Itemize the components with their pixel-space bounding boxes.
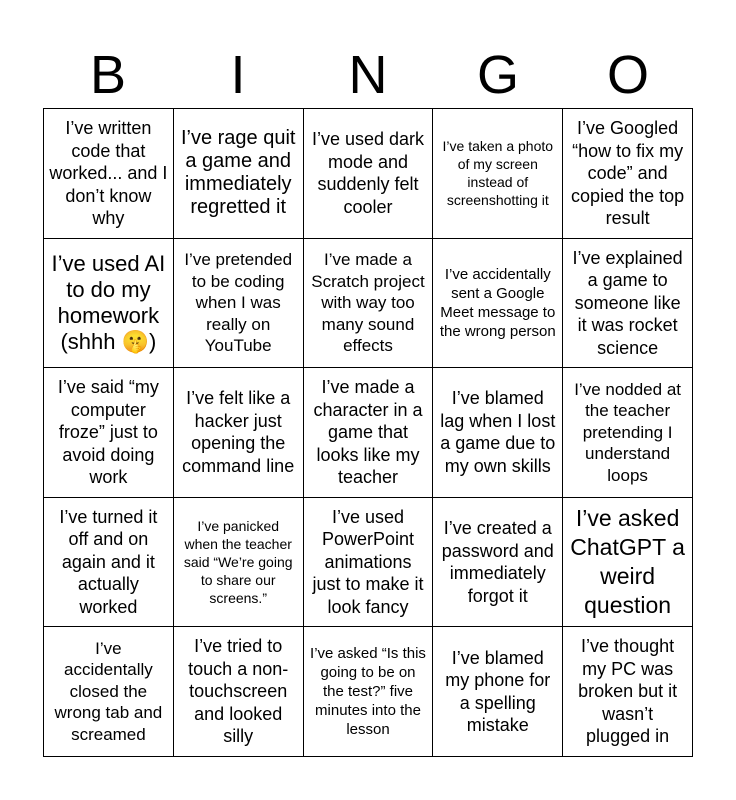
square-text: I’ve asked ChatGPT a weird question <box>570 505 685 619</box>
square-text: I’ve nodded at the teacher pretending I understand loops <box>574 379 681 485</box>
bingo-square[interactable] <box>563 239 693 369</box>
bingo-square[interactable] <box>433 239 563 369</box>
square-text: I’ve used AI to do my homework (shhh 🤫) <box>51 250 166 354</box>
square-text: I’ve tried to touch a non-touchscreen and looked silly <box>188 636 289 747</box>
bingo-square[interactable] <box>174 239 304 369</box>
square-text: I’ve rage quit a game and immediately regretted it <box>180 127 296 219</box>
square-text: I’ve created a password and immediately forgot it <box>441 518 554 606</box>
square-text: I’ve made a Scratch project with way too many sound effects <box>311 250 425 356</box>
bingo-square[interactable] <box>174 498 304 628</box>
header-letter-i: I <box>230 45 246 105</box>
bingo-square[interactable] <box>433 368 563 498</box>
bingo-square[interactable] <box>563 627 693 757</box>
bingo-square[interactable] <box>304 368 434 498</box>
bingo-grid <box>43 108 693 757</box>
bingo-square[interactable] <box>563 109 693 239</box>
square-text: I’ve used dark mode and suddenly felt cooler <box>311 129 425 217</box>
square-text: I’ve explained a game to someone like it was rocket science <box>572 247 683 358</box>
square-text: I’ve blamed lag when I lost a game due to my own skills <box>440 388 556 476</box>
square-text: I’ve written code that worked... and I don’t know why <box>49 118 168 229</box>
bingo-square[interactable] <box>563 498 693 628</box>
header-letter-g: G <box>476 45 519 105</box>
bingo-square[interactable] <box>174 627 304 757</box>
square-text: I’ve blamed my phone for a spelling mistake <box>445 647 551 736</box>
bingo-square[interactable] <box>174 109 304 239</box>
square-text: I’ve used PowerPoint animations just to make it look fancy <box>312 506 424 617</box>
bingo-square[interactable] <box>44 498 174 628</box>
bingo-square[interactable] <box>433 498 563 628</box>
header-letter-o: O <box>606 45 649 105</box>
bingo-square[interactable] <box>44 368 174 498</box>
square-text: I’ve panicked when the teacher said “We’re going to share our screens.” <box>183 518 293 607</box>
square-text: I’ve pretended to be coding when I was really on YouTube <box>184 250 293 356</box>
bingo-square[interactable] <box>433 109 563 239</box>
bingo-square[interactable] <box>304 627 434 757</box>
bingo-square[interactable] <box>304 109 434 239</box>
square-text: I’ve felt like a hacker just opening the command line <box>182 388 295 476</box>
square-text: I’ve accidentally closed the wrong tab and screamed <box>54 638 163 744</box>
square-text: I’ve thought my PC was broken but it wasn’t plugged in <box>578 636 678 747</box>
bingo-header <box>43 42 693 108</box>
bingo-square[interactable] <box>563 368 693 498</box>
bingo-square[interactable] <box>304 239 434 369</box>
header-letter-n: N <box>348 45 388 105</box>
bingo-square[interactable] <box>44 627 174 757</box>
bingo-square[interactable] <box>44 239 174 369</box>
square-text: I’ve Googled “how to fix my code” and copied the top result <box>571 118 685 229</box>
bingo-square[interactable] <box>174 368 304 498</box>
bingo-square[interactable] <box>304 498 434 628</box>
square-text: I’ve said “my computer froze” just to avoid doing work <box>57 377 159 488</box>
square-text: I’ve made a character in a game that looks like my teacher <box>313 377 423 488</box>
square-text: I’ve accidentally sent a Google Meet message to the wrong person <box>439 265 556 340</box>
bingo-square[interactable] <box>44 109 174 239</box>
bingo-square[interactable] <box>433 627 563 757</box>
square-text: I’ve taken a photo of my screen instead of screenshotting it <box>442 138 554 209</box>
square-text: I’ve turned it off and on again and it actually worked <box>59 506 158 617</box>
square-text: I’ve asked “Is this going to be on the test?” five minutes into the lesson <box>310 645 426 739</box>
header-letter-b: B <box>89 45 127 105</box>
